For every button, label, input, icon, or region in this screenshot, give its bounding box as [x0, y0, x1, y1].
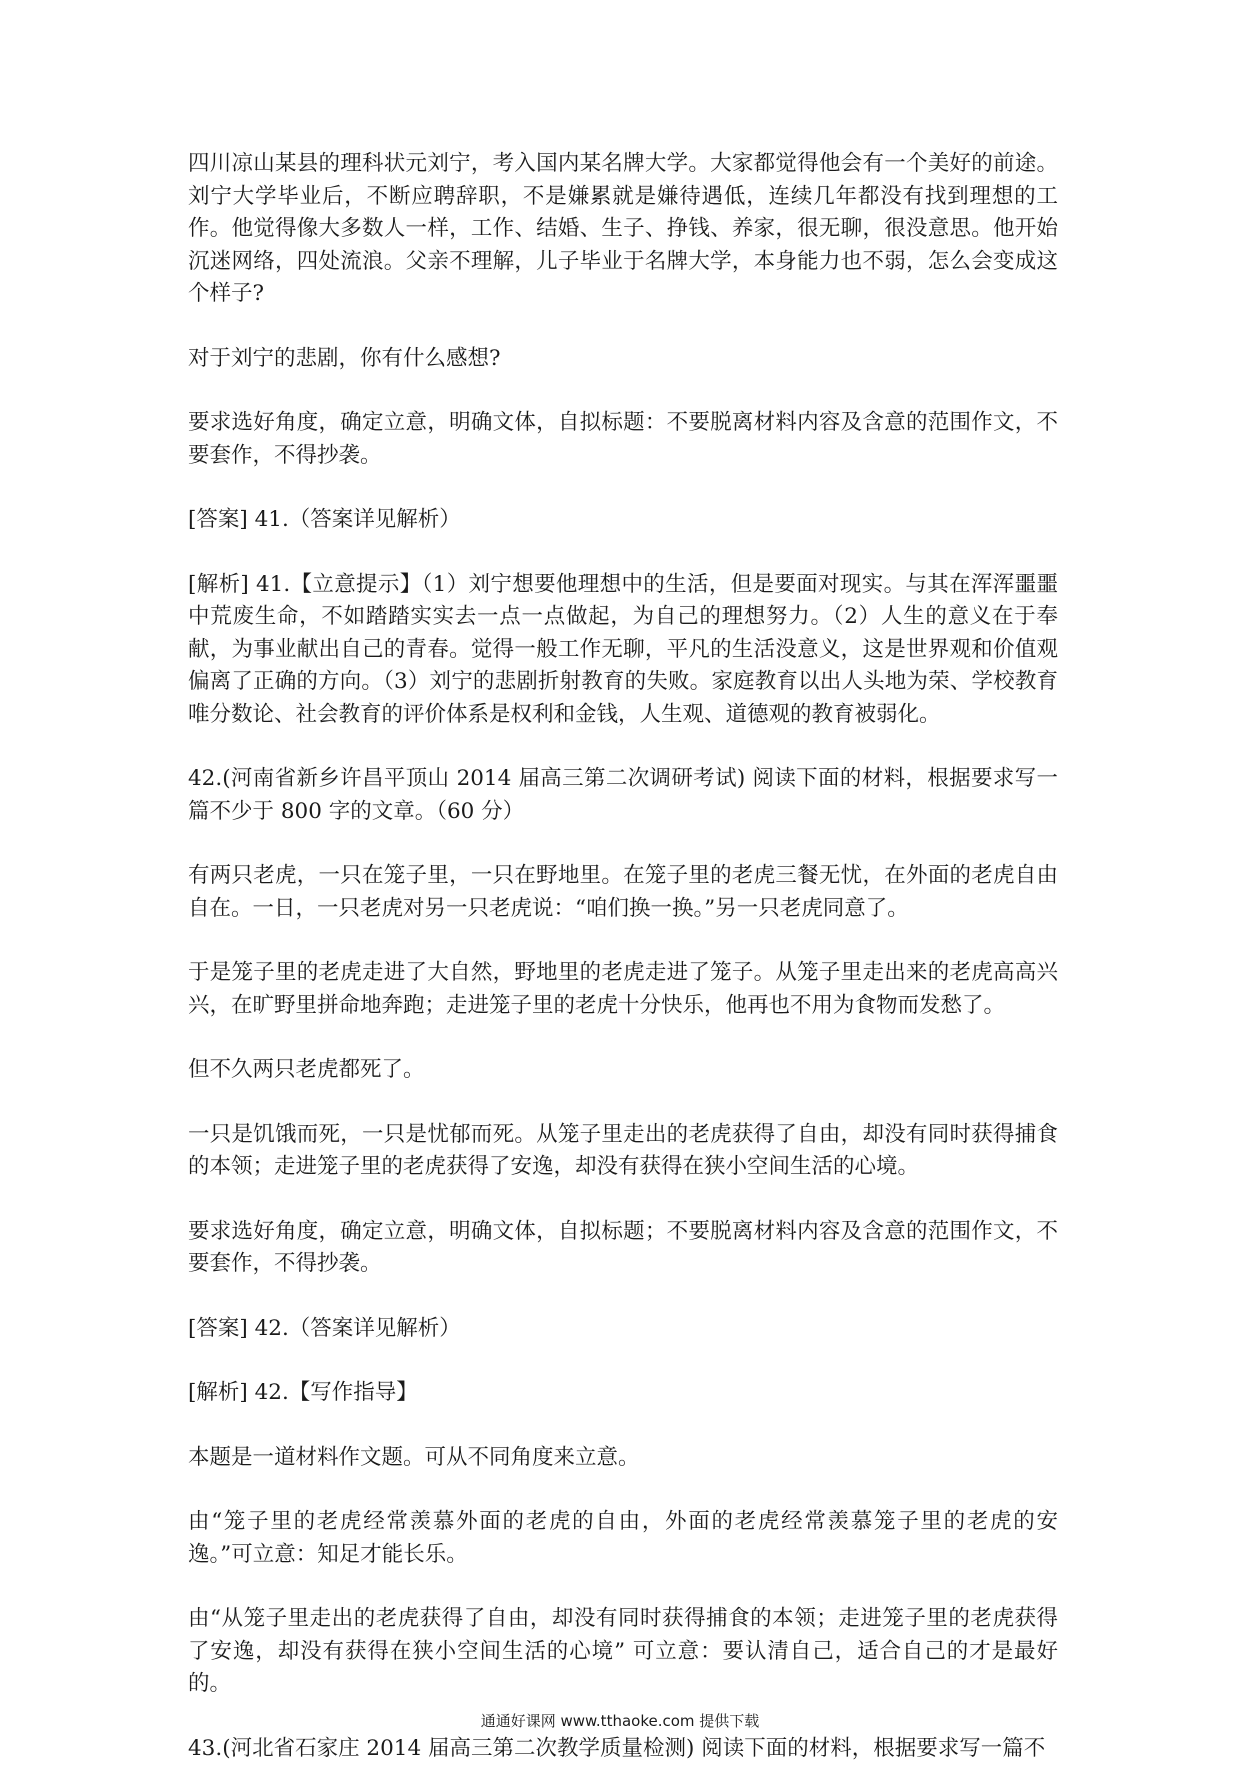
paragraph-analysis-42-point-1: 由“笼子里的老虎经常羡慕外面的老虎的自由，外面的老虎经常羡慕笼子里的老虎的安逸。”可立意：知足才能长乐。	[188, 1506, 1058, 1571]
paragraph-analysis-42-intro: 本题是一道材料作文题。可从不同角度来立意。	[188, 1442, 1058, 1475]
paragraph-requirements-41: 要求选好角度，确定立意，明确文体，自拟标题：不要脱离材料内容及含意的范围作文，不要套作，不得抄袭。	[188, 407, 1058, 472]
paragraph-analysis-42-point-2: 由“从笼子里走出的老虎获得了自由，却没有同时获得捕食的本领；走进笼子里的老虎获得了安逸，却没有获得在狭小空间生活的心境” 可立意：要认清自己，适合自己的才是最好的。	[188, 1603, 1058, 1701]
paragraph-answer-41: [答案] 41.（答案详见解析）	[188, 504, 1058, 537]
paragraph-question-43: 43.(河北省石家庄 2014 届高三第二次教学质量检测) 阅读下面的材料，根据要求写一篇不	[188, 1733, 1058, 1765]
paragraph-tiger-story-2: 于是笼子里的老虎走进了大自然，野地里的老虎走进了笼子。从笼子里走出来的老虎高高兴兴，在旷野里拼命地奔跑；走进笼子里的老虎十分快乐，他再也不用为食物而发愁了。	[188, 957, 1058, 1022]
page-footer: 通通好课网 www.tthaoke.com 提供下载	[0, 1710, 1240, 1731]
paragraph-story: 四川凉山某县的理科状元刘宁，考入国内某名牌大学。大家都觉得他会有一个美好的前途。刘宁大学毕业后，不断应聘辞职，不是嫌累就是嫌待遇低，连续几年都没有找到理想的工作。他觉得像大多数人一样，工作、结婚、生子、挣钱、养家，很无聊，很没意思。他开始沉迷网络，四处流浪。父亲不理解，儿子毕业于名牌大学，本身能力也不弱，怎么会变成这个样子?	[188, 148, 1058, 311]
document-body	[188, 148, 1058, 1765]
paragraph-tiger-story-4: 一只是饥饿而死，一只是忧郁而死。从笼子里走出的老虎获得了自由，却没有同时获得捕食的本领；走进笼子里的老虎获得了安逸，却没有获得在狭小空间生活的心境。	[188, 1119, 1058, 1184]
paragraph-analysis-41: [解析] 41.【立意提示】（1）刘宁想要他理想中的生活，但是要面对现实。与其在浑浑噩噩中荒废生命，不如踏踏实实去一点一点做起，为自己的理想努力。（2）人生的意义在于奉献，为事业献出自己的青春。觉得一般工作无聊，平凡的生活没意义，这是世界观和价值观偏离了正确的方向。（3）刘宁的悲剧折射教育的失败。家庭教育以出人头地为荣、学校教育唯分数论、社会教育的评价体系是权利和金钱，人生观、道德观的教育被弱化。	[188, 569, 1058, 732]
paragraph-tiger-story-1: 有两只老虎，一只在笼子里，一只在野地里。在笼子里的老虎三餐无忧，在外面的老虎自由自在。一日，一只老虎对另一只老虎说：“咱们换一换。”另一只老虎同意了。	[188, 860, 1058, 925]
paragraph-question-42: 42.(河南省新乡许昌平顶山 2014 届高三第二次调研考试) 阅读下面的材料，根据要求写一篇不少于 800 字的文章。（60 分）	[188, 763, 1058, 828]
paragraph-requirements-42: 要求选好角度，确定立意，明确文体，自拟标题；不要脱离材料内容及含意的范围作文，不要套作，不得抄袭。	[188, 1216, 1058, 1281]
paragraph-tiger-story-3: 但不久两只老虎都死了。	[188, 1054, 1058, 1087]
paragraph-answer-42: [答案] 42.（答案详见解析）	[188, 1313, 1058, 1346]
paragraph-analysis-42-heading: [解析] 42.【写作指导】	[188, 1377, 1058, 1410]
paragraph-question: 对于刘宁的悲剧，你有什么感想?	[188, 343, 1058, 376]
